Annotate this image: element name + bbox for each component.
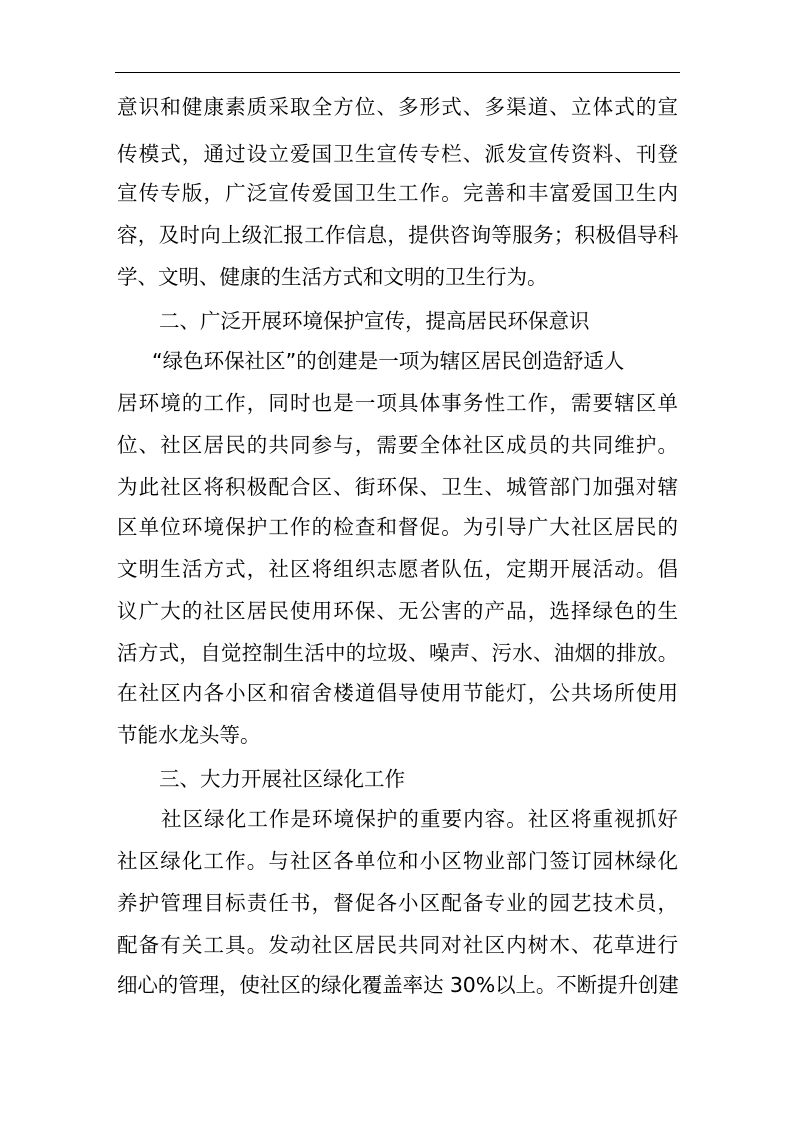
body-line-1: 意识和健康素质采取全方位、多形式、多渠道、立体式的宣: [117, 95, 679, 119]
body-line-12: 文明生活方式，社区将组织志愿者队伍，定期开展活动。倡: [117, 557, 679, 581]
body-line-13: 议广大的社区居民使用环保、无公害的产品，选择绿色的生: [117, 599, 679, 623]
body-line-9: 位、社区居民的共同参与，需要全体社区成员的共同维护。: [117, 433, 679, 457]
body-line-20: 养护管理目标责任书，督促各小区配备专业的园艺技术员，: [117, 891, 679, 915]
section-heading-2: 二、广泛开展环境保护宣传，提高居民环保意识: [159, 309, 590, 333]
body-line-15: 在社区内各小区和宿舍楼道倡导使用节能灯，公共场所使用: [117, 681, 679, 705]
body-line-3: 宣传专版，广泛宣传爱国卫生工作。完善和丰富爱国卫生内: [117, 181, 679, 205]
body-line-11: 区单位环境保护工作的检查和督促。为引导广大社区居民的: [117, 515, 679, 539]
body-line-4: 容，及时向上级汇报工作信息，提供咨询等服务；积极倡导科: [117, 223, 679, 247]
body-line-14: 活方式，自觉控制生活中的垃圾、噪声、污水、油烟的排放。: [117, 641, 679, 665]
body-line-8: 居环境的工作，同时也是一项具体事务性工作，需要辖区单: [117, 391, 679, 415]
body-line-21: 配备有关工具。发动社区居民共同对社区内树木、花草进行: [117, 933, 679, 957]
body-line-18: 社区绿化工作是环境保护的重要内容。社区将重视抓好: [161, 807, 679, 831]
header-rule: [115, 72, 680, 73]
body-line-5: 学、文明、健康的生活方式和文明的卫生行为。: [117, 265, 548, 289]
body-line-19: 社区绿化工作。与社区各单位和小区物业部门签订园林绿化: [117, 849, 679, 873]
body-line-2: 传模式，通过设立爱国卫生宣传专栏、派发宣传资料、刊登: [117, 142, 679, 166]
body-line-16: 节能水龙头等。: [117, 723, 261, 747]
body-line-7: “绿色环保社区”的创建是一项为辖区居民创造舒适人: [152, 349, 625, 373]
body-line-10: 为此社区将积极配合区、街环保、卫生、城管部门加强对辖: [117, 475, 679, 499]
section-heading-3: 三、大力开展社区绿化工作: [159, 767, 405, 791]
body-line-22: 细心的管理，使社区的绿化覆盖率达 30%以上。不断提升创建: [117, 973, 679, 997]
